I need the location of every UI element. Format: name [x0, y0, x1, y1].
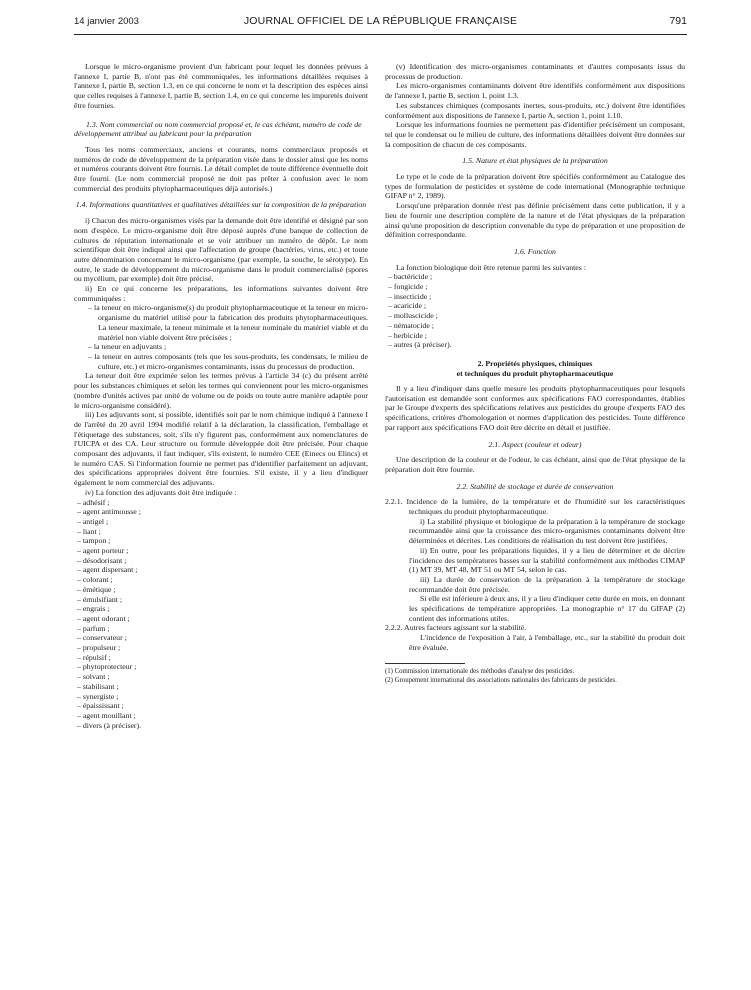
- function-list: [385, 272, 685, 350]
- page-number: 791: [669, 15, 687, 27]
- section-2-2-title: 2.2. Stabilité de stockage et durée de conservation: [456, 481, 614, 491]
- section-1-4-iii: iii) Les adjuvants sont, si possible, identifiés soit par le nom chimique indiqué à l'annexe I de l'arrêté du 20 avril 1994 modifié relatif à la déclaration, la classification, l'emballage et l'étiquetage des substances, soit, s'ils n'y figurent pas, conformément aux nomenclatures de l'UICPA et des CA. Leur structure ou formule développée doit être précisée. Pour chaque composant des adjuvants, il faut indiquer, s'ils existent, le numéro CEE (Einecs ou Elincs) et le numéro CAS. Si l'information fournie ne permet pas d'identifier parfaitement un adjuvant, des spécifications appropriées doivent être fournies. S'il existe, il y a lieu d'indiquer également le nom commercial des adjuvants.: [74, 410, 368, 488]
- list-item: – la teneur en micro-organisme(s) du produit phytopharmaceutique et la teneur en micro-organisme du matériel utilisé pour la fabrication des produits phytopharmaceutiques. La teneur maximale, la teneur minimale et la teneur nominale du matériel viable et du matériel non viable doivent être précisées ;: [88, 303, 368, 342]
- section-2-2-1-heading: 2.2.1. Incidence de la lumière, de la température et de l'humidité sur les caractéristiques techniques du produit phytopharmaceutique.: [385, 497, 685, 517]
- header-date: 14 janvier 2003: [74, 16, 139, 27]
- section-1-4-iv: iv) La fonction des adjuvants doit être indiquée :: [85, 487, 237, 497]
- list-item: – agent odorant ;: [77, 613, 130, 623]
- list-item: – désodorisant ;: [77, 555, 127, 565]
- left-column: [74, 62, 368, 730]
- list-item: – émulsifiant ;: [77, 594, 123, 604]
- page-header: [74, 14, 687, 30]
- list-item: – phytoprotecteur ;: [77, 662, 137, 672]
- list-item: – conservateur ;: [77, 633, 127, 643]
- list-item: – agent mouillant ;: [77, 711, 136, 720]
- right-column: [385, 62, 685, 687]
- section-1-5-title: 1.5. Nature et état physiques de la préparation: [462, 156, 608, 166]
- section-1-4-ii: ii) En ce qui concerne les préparations, les informations suivantes doivent être communiquées :: [74, 284, 368, 303]
- list-item: – émétique ;: [77, 584, 116, 594]
- section-1-6-title: 1.6. Fonction: [514, 246, 556, 256]
- list-item: – solvant ;: [77, 672, 110, 682]
- list-item: – engrais ;: [77, 604, 110, 614]
- list-item: – adhésif ;: [77, 497, 110, 507]
- section-2-1-title: 2.1. Aspect (couleur et odeur): [488, 439, 582, 449]
- journal-title: JOURNAL OFFICIEL DE LA RÉPUBLIQUE FRANÇAISE: [243, 15, 518, 27]
- list-item: – autres (à préciser).: [388, 340, 452, 350]
- section-2-2-2-heading: 2.2.2. Autres facteurs agissant sur la stabilité.: [385, 623, 527, 633]
- section-1-6-paragraph: La fonction biologique doit être retenue parmi les suivantes :: [396, 262, 586, 272]
- list-item: – nématocide ;: [388, 320, 434, 330]
- section-2-title-line-1: 2. Propriétés physiques, chimiques: [477, 358, 593, 368]
- list-item: – bactéricide ;: [388, 272, 433, 282]
- list-item: – agent porteur ;: [77, 546, 129, 556]
- list-item: – synergiste ;: [77, 691, 119, 701]
- list-item: – propulseur ;: [77, 643, 121, 653]
- list-item: – la teneur en adjuvants ;: [88, 342, 167, 352]
- header-rule: [74, 34, 687, 35]
- list-item: – insecticide ;: [388, 291, 432, 301]
- section-2-title-line-2: et techniques du produit phytopharmaceutique: [456, 368, 614, 378]
- section-2-2-1-i: i) La stabilité physique et biologique de la préparation à la température de stockage recommandée ainsi que la croissance des micro-organismes contaminants doivent être déterminées et décrites. Les conditions de réalisation du test doivent être justifiées.: [409, 516, 685, 546]
- section-v-title: (v) Identification des micro-organismes contaminants et d'autres composants issus du processus de production.: [385, 62, 685, 81]
- list-item: – stabilisant ;: [77, 681, 119, 691]
- section-2-1-paragraph: Une description de la couleur et de l'odeur, le cas échéant, ainsi que de l'état physique de la préparation doit être fournie.: [385, 455, 685, 474]
- section-1-3-title: 1.3. Nom commercial ou nom commercial proposé et, le cas échéant, numéro de code de développement attribué au fabricant pour la préparation: [74, 119, 362, 139]
- section-2-2-1-ii: ii) En outre, pour les préparations liquides, il y a lieu de déterminer et de décrire l'incidence des températures basses sur la stabilité conformément aux méthodes CIMAP (1) MT 39, MT 48, MT 51 ou MT 54, selon le cas.: [409, 545, 685, 575]
- footnote: (2) Groupement international des associations nationales des fabricants de pesticides.: [385, 677, 617, 685]
- list-item: – molluscicide ;: [388, 311, 438, 321]
- section-v-paragraph-1: Les micro-organismes contaminants doivent être identifiés conformément aux dispositions de l'annexe I, partie B, section 1, point 1.3.: [385, 81, 685, 101]
- list-item: – répulsif ;: [77, 652, 111, 662]
- list-item: – agent dispersant ;: [77, 565, 138, 575]
- list-item: – colorant ;: [77, 575, 113, 585]
- footnote-rule: [385, 663, 465, 664]
- list-item: – antigel ;: [77, 516, 109, 526]
- section-v-paragraph-3: Lorsque les informations fournies ne permettent pas d'identifier précisément un composant, tel que le condensat ou le milieu de culture, des informations détaillées doivent être données sur la composition de chacun de ces composants.: [385, 120, 685, 149]
- intro-paragraph: Lorsque le micro-organisme provient d'un fabricant pour lequel les données prévues à l'annexe I, partie B, n'ont pas été communiquées, les informations détaillées requises à l'annexe I, partie B, section 1.3, en ce qui concerne le nom et la description des espèces ainsi que celles requises à l'annexe I, partie B, section 1.4, en ce qui concerne les impuretés doivent être fournies.: [74, 62, 368, 110]
- section-v-paragraph-2: Les substances chimiques (composants inertes, sous-produits, etc.) doivent être identifiées conformément aux dispositions de l'annexe I, partie A, section 1, point 1.10.: [385, 100, 685, 120]
- list-item: – fongicide ;: [388, 282, 428, 292]
- section-2-paragraph: Il y a lieu d'indiquer dans quelle mesure les produits phytopharmaceutiques pour lesquels l'autorisation est demandée sont conformes aux spécifications FAO correspondantes, établies par le Groupe d'experts des spécifications relatives aux pesticides du groupe d'experts FAO des spécifications, critères d'homologation et normes d'application des pesticides. Toute différence par rapport aux spécifications FAO doit être décrite en détail et justifiée.: [385, 383, 685, 432]
- section-1-4-title: 1.4. Informations quantitatives et qualitatives détaillées sur la composition de la préparation: [75, 200, 367, 210]
- list-item: – herbicide ;: [388, 330, 427, 340]
- section-1-5-paragraph-1: Le type et le code de la préparation doivent être spécifiés conformément au Catalogue des types de formulation de pesticides et système de code international (Monographie technique GIFAP n° 2, 1989).: [385, 172, 685, 201]
- section-1-3-paragraph: Tous les noms commerciaux, anciens et courants, noms commerciaux proposés et numéros de code de développement de la préparation visée dans le dossier ainsi que les noms et numéros courants doivent être fournis. Le détail complet de toute différence éventuelle doit être fourni. (Le nom commercial proposé ne doit pas prêter à confusion avec le nom commercial des produits phytopharmaceutiques déjà autorisés.): [74, 144, 368, 193]
- list-item: – agent antimousse ;: [77, 507, 141, 517]
- section-1-5-paragraph-2: Lorsqu'une préparation donnée n'est pas définie précisément dans cette publication, il y a lieu de fournir une description complète de la nature et de l'état physiques de la préparation ainsi qu'une proposition de description convenable du type de préparation et une proposition de définition correspondante.: [385, 201, 685, 240]
- list-item: – liant ;: [77, 526, 101, 536]
- list-item: – la teneur en autres composants (tels que les sous-produits, les condensats, le milieu de culture, etc.) et micro-organismes contaminants, issus du processus de production.: [88, 351, 368, 371]
- adjuvant-list: [74, 498, 368, 731]
- section-2-2-2-paragraph: L'incidence de l'exposition à l'air, à l'emballage, etc., sur la stabilité du produit doit être évaluée.: [409, 633, 685, 652]
- list-item: – acaricide ;: [388, 301, 427, 311]
- footnote: (1) Commission internationale des méthodes d'analyse des pesticides.: [385, 667, 575, 675]
- list-item: – parfum ;: [77, 623, 110, 633]
- section-1-4-i: i) Chacun des micro-organismes visés par la demande doit être identifié et désigné par son nom d'espèce. Le micro-organisme doit être déposé auprès d'une banque de collection de cultures de réputation internationale et se voir attribuer un numéro de dépôt. Le nom scientifique doit être indiqué ainsi que l'affectation de groupe (bactéries, virus, etc.) et toute autre dénomination concernant le micro-organisme (par exemple, la souche, le sérotype). En outre, le stade de développement du micro-organisme dans le produit commercialisé (spores ou mycélium, par exemple) doit être précisé.: [74, 216, 368, 284]
- section-1-4-ii-after: La teneur doit être exprimée selon les termes prévus à l'article 34 (c) du présent arrêté pour les substances chimiques et selon les termes qui conviennent pour les micro-organismes (nombre d'unités actives par unité de volume ou de poids ou toute autre manière adaptée pour le micro-organisme considéré).: [74, 371, 368, 410]
- list-item: – épaississant ;: [77, 701, 124, 711]
- section-2-2-1-iii: iii) La durée de conservation de la préparation à la température de stockage recommandée doit être précisée.: [409, 574, 685, 594]
- list-item: – divers (à préciser).: [77, 720, 142, 730]
- list-item: – tampon ;: [77, 536, 111, 546]
- section-2-2-1-iv: Si elle est inférieure à deux ans, il y a lieu d'indiquer cette durée en mois, en donnant les spécifications de température appropriées. La monographie n° 17 du GIFAP (2) contient des informations utiles.: [409, 594, 685, 623]
- section-2-title: [385, 359, 685, 379]
